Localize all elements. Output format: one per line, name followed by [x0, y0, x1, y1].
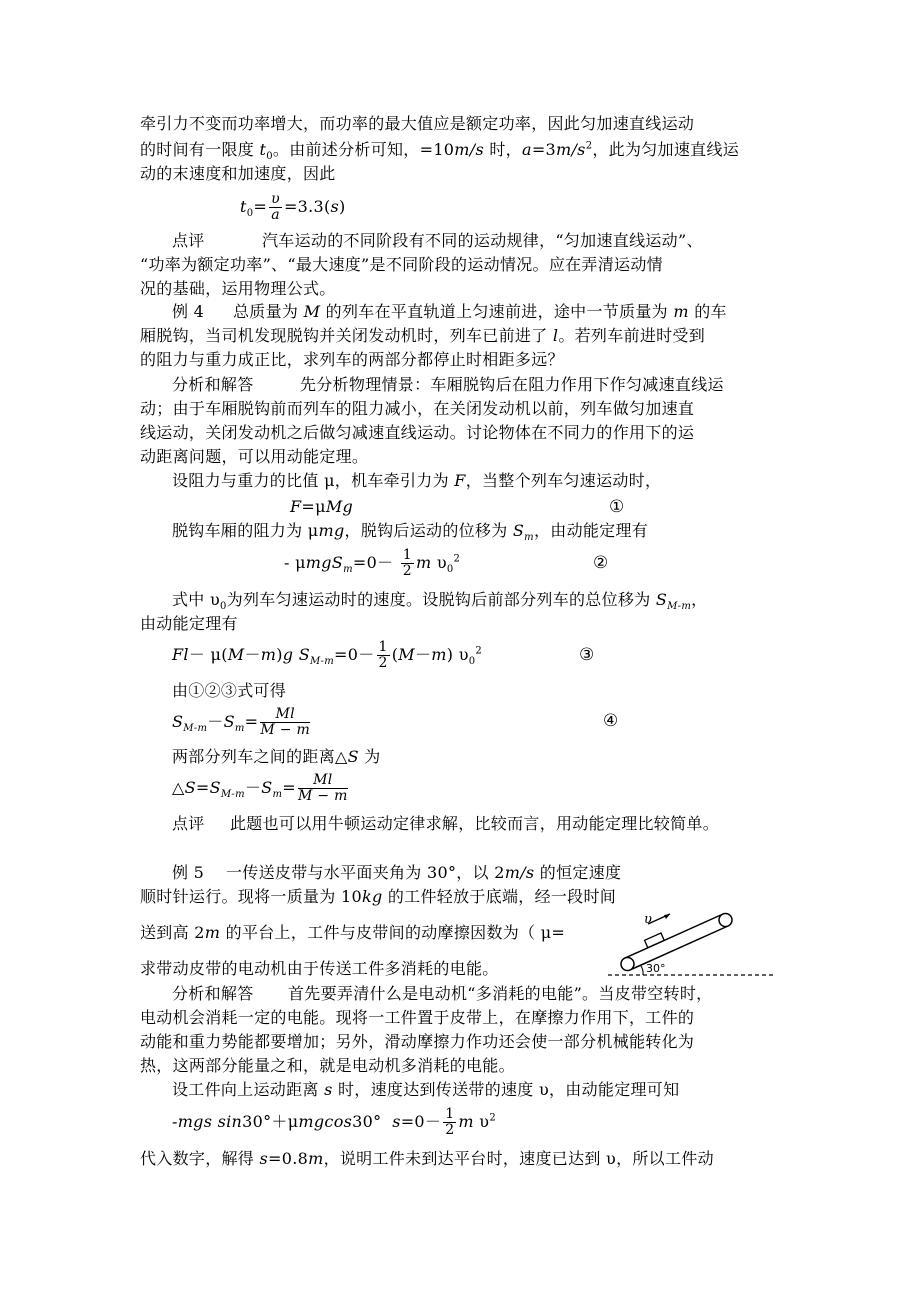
- text-line: 的时间有一限度 $t_0$。由前述分析可知，=10m/s 时，$a=3m/s^2$，此为匀加速直线运: [140, 140, 740, 163]
- bottom-pulley: [621, 958, 634, 971]
- analysis-label: 分析和解答: [172, 375, 254, 394]
- equation-1: F=μMg: [290, 497, 354, 516]
- formula-t0: $t_0=$ $\frac{\upsilon}{a}$ =3.3(s): [240, 191, 346, 223]
- text-line: 动的末速度和加速度，因此: [140, 164, 336, 183]
- text-line: 总质量为 M 的列车在平直轨道上匀速前进，途中一节质量为 m 的车: [233, 302, 727, 321]
- angle-label: 30°: [646, 962, 666, 975]
- equation-number: ①: [609, 497, 625, 517]
- text-line: 厢脱钩，当司机发现脱钩并关闭发动机时，列车已前进了 l。若列车前进时受到: [140, 326, 706, 345]
- example-label: 例 5: [172, 863, 205, 882]
- text-line: 电动机会消耗一定的电能。现将一工件置于皮带上，在摩擦力作用下，工件的: [140, 1008, 695, 1027]
- equation-4: $S_{M-m}-S_m=$ $\frac{Ml}{M - m}$: [172, 706, 311, 738]
- text-line: 脱钩车厢的阻力为 μmg，脱钩后运动的位移为 $S_m$，由动能定理有: [172, 521, 649, 544]
- equation-2: - μmgS$_m$=0－ $\frac{1}{2}$ m $\upsilon_0^2$: [284, 547, 461, 579]
- comment-label: 点评: [172, 231, 205, 250]
- text-line: 先分析物理情景：车厢脱钩后在阻力作用下作匀减速直线运: [300, 375, 724, 394]
- text-line: 由动能定理有: [140, 614, 238, 633]
- equation-6: -mgs sin30°＋μmgcos30° s=0－ $\frac{1}{2}$ m $\upsilon^2$: [172, 1106, 496, 1138]
- text-line: 动能和重力势能都要增加；另外，滑动摩擦力作功还会使一部分机械能转化为: [140, 1032, 695, 1051]
- text-line: 两部分列车之间的距离△S 为: [172, 747, 381, 766]
- text-line: 首先要弄清什么是电动机“多消耗的电能”。当皮带空转时，: [288, 984, 713, 1003]
- velocity-label: υ: [644, 912, 652, 927]
- text-line: 热，这两部分能量之和，就是电动机多消耗的电能。: [140, 1056, 515, 1075]
- text-line: 求带动皮带的电动机由于传送工件多消耗的电能。: [140, 959, 499, 978]
- text-line: 牵引力不变而功率增大，而功率的最大值应是额定功率，因此匀加速直线运动: [140, 114, 695, 133]
- text-line: 送到高 2m 的平台上，工件与皮带间的动摩擦因数为（ μ=: [140, 923, 566, 942]
- equation-number: ②: [593, 553, 609, 573]
- text-line: 的阻力与重力成正比，求列车的两部分都停止时相距多远？: [140, 350, 564, 369]
- text-line: 代入数字，解得 s=0.8m，说明工件未到达平台时，速度已达到 υ，所以工件动: [140, 1149, 714, 1168]
- text-line: 式中 $\upsilon_0$为列车匀速运动时的速度。设脱钩后前部分列车的总位移为 $S_{M-m}$，: [172, 590, 708, 613]
- angle-arc: [641, 966, 643, 975]
- belt-top: [625, 914, 723, 958]
- top-pulley: [719, 914, 732, 927]
- equation-5: $\triangle S=S_{M-m}-S_m=$ $\frac{Ml}{M - m}$: [172, 772, 348, 804]
- example-label: 例 4: [172, 302, 205, 321]
- analysis-label: 分析和解答: [172, 984, 254, 1003]
- text-line: 动；由于车厢脱钩前而列车的阻力减小，在关闭发动机以前，列车做匀加速直: [140, 399, 695, 418]
- text-line: 况的基础，运用物理公式。: [140, 279, 336, 298]
- text-line: 此题也可以用牛顿运动定律求解，比较而言，用动能定理比较简单。: [230, 814, 720, 833]
- text-line: 线运动，关闭发动机之后做匀减速直线运动。讨论物体在不同力的作用下的运: [140, 423, 695, 442]
- text-line: 由①②③式可得: [172, 681, 287, 700]
- comment-label: 点评: [172, 814, 205, 833]
- text-line: “功率为额定功率”、“最大速度”是不同阶段的运动情况。应在弄清运动情: [140, 255, 663, 274]
- equation-3: Fl－ μ(M－m)g $S_{M-m}=0-$ $\frac{1}{2}$ (M－m) $\upsilon_0^2$: [172, 639, 483, 671]
- text-line: 设工件向上运动距离 s 时，速度达到传送带的速度 υ，由动能定理可知: [172, 1080, 680, 1099]
- text-line: 设阻力与重力的比值 μ，机车牵引力为 F，当整个列车匀速运动时，: [172, 471, 662, 490]
- text-line: 动距离问题，可以用动能定理。: [140, 447, 369, 466]
- arrow-head: [664, 914, 670, 919]
- text-line: 汽车运动的不同阶段有不同的运动规律，“匀加速直线运动”、: [262, 231, 703, 250]
- equation-number: ④: [603, 711, 619, 731]
- conveyor-belt-figure: [608, 908, 778, 980]
- belt-bottom: [630, 926, 728, 970]
- equation-number: ③: [579, 645, 595, 665]
- text-line: 一传送皮带与水平面夹角为 30°，以 2m/s 的恒定速度: [226, 863, 622, 882]
- text-line: 顺时针运行。现将一质量为 10kg 的工件轻放于底端，经一段时间: [140, 887, 617, 906]
